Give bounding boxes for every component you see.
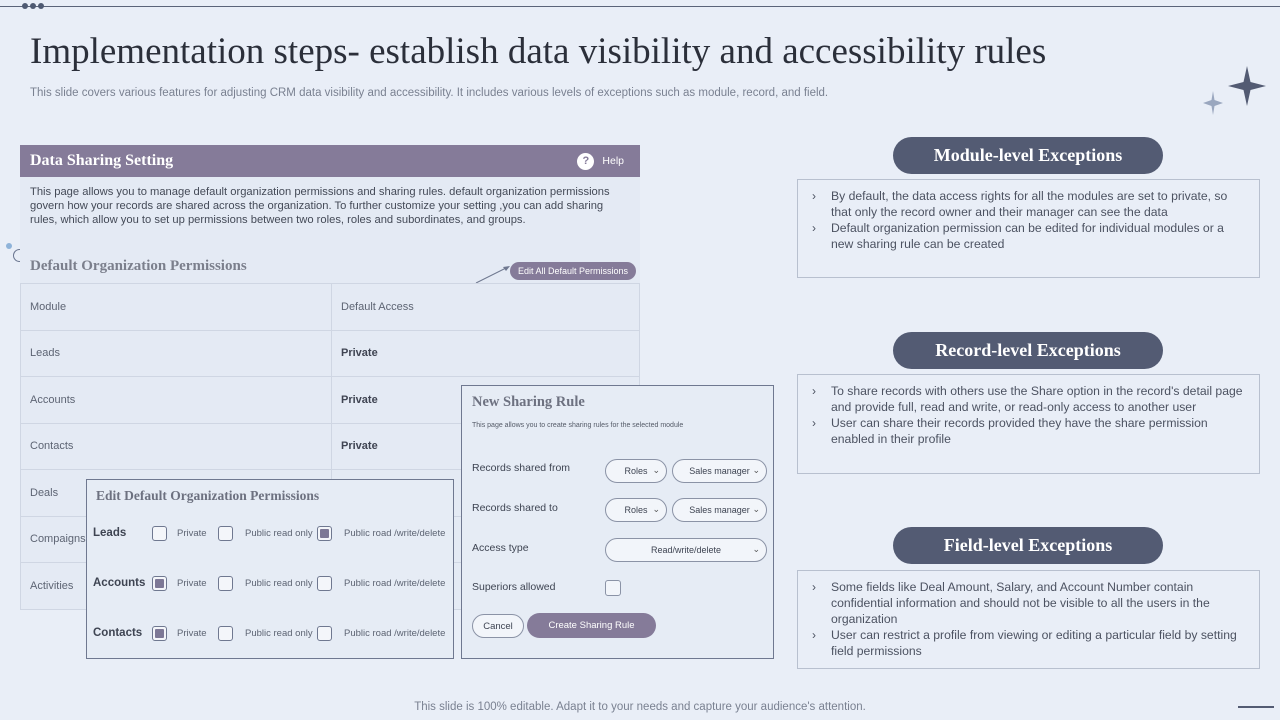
- private-checkbox[interactable]: [152, 526, 167, 541]
- list-item-text: To share records with others use the Share option in the record's detail page and provide full, read and write, or read-only access to another user: [831, 384, 1243, 414]
- bullet-icon: ›: [812, 628, 816, 642]
- default-permissions-title: Default Organization Permissions: [30, 258, 247, 274]
- field-exceptions-heading: Field-level Exceptions: [893, 527, 1163, 564]
- superiors-allowed-checkbox[interactable]: [605, 580, 621, 596]
- record-exceptions-box: [797, 374, 1260, 474]
- permission-row-contacts: [93, 626, 453, 644]
- list-item-text: User can restrict a profile from viewing or editing a particular field by setting field permissions: [831, 628, 1237, 658]
- shared-from-role-value: Roles: [624, 466, 648, 476]
- public-read-checkbox[interactable]: [218, 576, 233, 591]
- shared-to-label: Records shared to: [472, 502, 558, 514]
- public-write-option-label: Public road /write/delete: [344, 628, 446, 639]
- permission-row-label: Contacts: [93, 627, 143, 639]
- public-write-checkbox[interactable]: [317, 626, 332, 641]
- module-cell: Contacts: [21, 423, 332, 470]
- module-cell: Compaigns: [21, 516, 332, 563]
- public-read-option-label: Public read only: [245, 528, 313, 539]
- shared-to-role-select[interactable]: [605, 498, 667, 522]
- edit-default-permissions-dialog: [86, 479, 454, 659]
- column-header-access: Default Access: [332, 284, 640, 331]
- list-item: [812, 383, 1243, 415]
- edit-all-permissions-button[interactable]: Edit All Default Permissions: [510, 262, 636, 280]
- edit-default-permissions-title: Edit Default Organization Permissions: [96, 488, 320, 503]
- cancel-button[interactable]: Cancel: [472, 614, 524, 638]
- access-type-select[interactable]: [605, 538, 767, 562]
- bullet-icon: ›: [812, 221, 816, 235]
- decor-dot: [6, 243, 12, 249]
- access-type-value: Read/write/delete: [650, 545, 722, 555]
- data-sharing-description: This page allows you to manage default organization permissions and sharing rules. default organization permissions govern how your records are shared across the organization. To further customize your setting ,you can add sharing rules, which allow you to set up permissions between two roles, roles and subordinates, and groups.: [30, 186, 610, 227]
- arrow-icon: [474, 263, 514, 285]
- public-read-option-label: Public read only: [245, 628, 313, 639]
- bullet-icon: ›: [812, 384, 816, 398]
- record-exceptions-heading: Record-level Exceptions: [893, 332, 1163, 369]
- footer-note: This slide is 100% editable. Adapt it to your needs and capture your audience's attention.: [414, 701, 866, 713]
- list-item: [812, 188, 1243, 220]
- help-icon: ?: [577, 153, 594, 170]
- bullet-icon: ›: [812, 580, 816, 594]
- module-cell: Deals: [21, 470, 332, 517]
- superiors-allowed-label: Superiors allowed: [472, 581, 556, 593]
- shared-to-role-value: Roles: [624, 505, 648, 515]
- data-sharing-header: [20, 145, 640, 177]
- private-option-label: Private: [177, 528, 207, 539]
- module-cell: Activities: [21, 563, 332, 610]
- create-sharing-rule-button[interactable]: Create Sharing Rule: [527, 613, 656, 638]
- public-write-option-label: Public road /write/delete: [344, 528, 446, 539]
- shared-from-label: Records shared from: [472, 462, 571, 474]
- permission-row-accounts: [93, 576, 453, 594]
- page-subtitle: This slide covers various features for adjusting CRM data visibility and accessibility. It includes various levels of exceptions such as module, record, and field.: [30, 87, 829, 99]
- shared-to-value-select[interactable]: [672, 498, 767, 522]
- public-write-checkbox[interactable]: [317, 526, 332, 541]
- bullet-icon: ›: [812, 189, 816, 203]
- new-sharing-rule-subtitle: This page allows you to create sharing rules for the selected module: [472, 422, 684, 429]
- private-option-label: Private: [177, 628, 207, 639]
- chevron-down-icon: ⌄: [752, 465, 760, 475]
- list-item: [812, 627, 1243, 659]
- table-header-row: [21, 284, 640, 331]
- footer-divider: [1238, 706, 1274, 708]
- list-item: [812, 220, 1243, 252]
- access-type-label: Access type: [472, 542, 529, 554]
- public-write-option-label: Public road /write/delete: [344, 578, 446, 589]
- shared-from-value-select[interactable]: [672, 459, 767, 483]
- module-cell: Accounts: [21, 377, 332, 424]
- private-checkbox[interactable]: [152, 626, 167, 641]
- shared-to-value: Sales manager: [689, 505, 750, 515]
- help-button[interactable]: [577, 153, 624, 170]
- list-item-text: Default organization permission can be edited for individual modules or a new sharing rule can be created: [831, 221, 1224, 251]
- table-row[interactable]: [21, 330, 640, 377]
- permission-row-leads: [93, 526, 453, 544]
- access-cell: Private: [332, 330, 640, 377]
- new-sharing-rule-title: New Sharing Rule: [472, 394, 585, 410]
- data-sharing-title: Data Sharing Setting: [30, 152, 174, 169]
- public-read-option-label: Public read only: [245, 578, 313, 589]
- permission-row-label: Leads: [93, 527, 127, 539]
- chevron-down-icon: ⌄: [752, 544, 760, 554]
- public-read-checkbox[interactable]: [218, 526, 233, 541]
- private-option-label: Private: [177, 578, 207, 589]
- access-cell: Private: [332, 377, 640, 424]
- module-exceptions-box: [797, 179, 1260, 278]
- help-label: Help: [602, 155, 624, 167]
- bullet-icon: ›: [812, 416, 816, 430]
- list-item-text: By default, the data access rights for all the modules are set to private, so that only the record owner and their manager can see the data: [831, 189, 1228, 219]
- shared-from-role-select[interactable]: [605, 459, 667, 483]
- public-write-checkbox[interactable]: [317, 576, 332, 591]
- top-divider: [0, 6, 1280, 7]
- field-exceptions-box: [797, 570, 1260, 669]
- column-header-module: Module: [21, 284, 332, 331]
- page-title: Implementation steps- establish data visibility and accessibility rules: [30, 31, 1047, 72]
- chevron-down-icon: ⌄: [752, 504, 760, 514]
- access-cell: Private: [332, 423, 640, 470]
- module-exceptions-heading: Module-level Exceptions: [893, 137, 1163, 174]
- public-read-checkbox[interactable]: [218, 626, 233, 641]
- private-checkbox[interactable]: [152, 576, 167, 591]
- new-sharing-rule-dialog: [461, 385, 774, 659]
- sparkle-icon: [1196, 62, 1270, 122]
- shared-from-value: Sales manager: [689, 466, 750, 476]
- list-item-text: Some fields like Deal Amount, Salary, and Account Number contain confidential information and should not be visible to all the users in the organization: [831, 580, 1210, 626]
- list-item-text: User can share their records provided they have the share permission enabled in their profile: [831, 416, 1208, 446]
- chevron-down-icon: ⌄: [652, 465, 660, 475]
- module-cell: Leads: [21, 330, 332, 377]
- list-item: [812, 415, 1243, 447]
- list-item: [812, 579, 1243, 627]
- chevron-down-icon: ⌄: [652, 504, 660, 514]
- slide-dots: [22, 3, 44, 9]
- permission-row-label: Accounts: [93, 577, 146, 589]
